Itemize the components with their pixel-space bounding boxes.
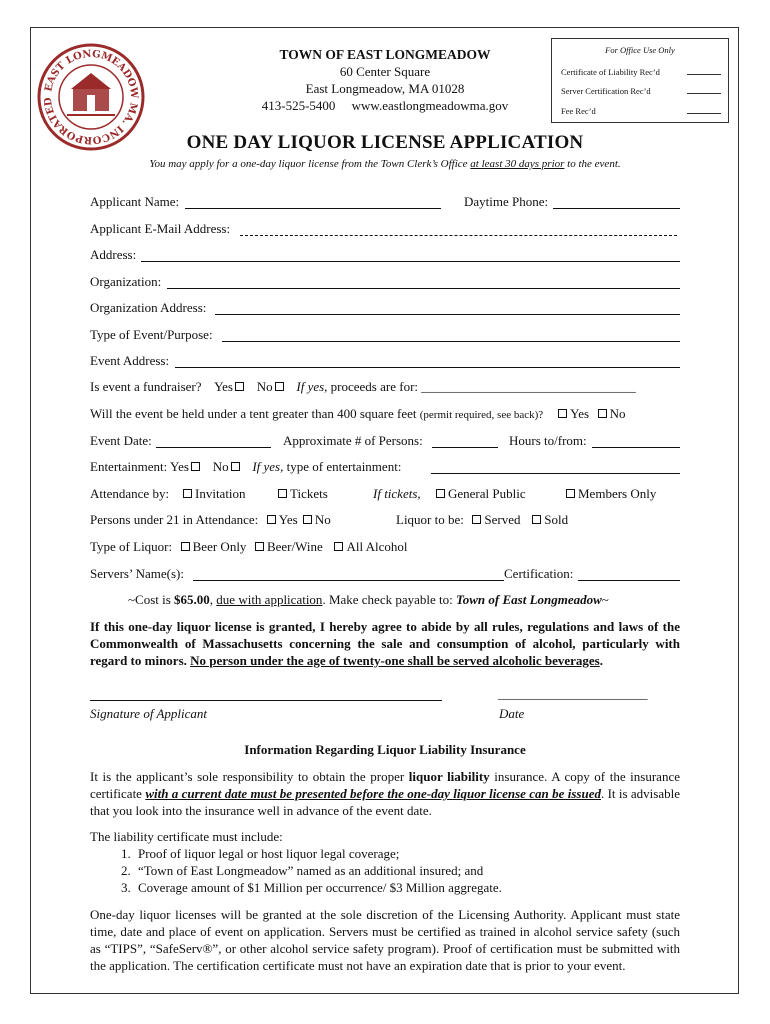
town-name: TOWN OF EAST LONGMEADOW xyxy=(279,47,491,62)
entertainment-row: Entertainment: Yes No If yes, type of entertainment: xyxy=(90,459,402,474)
tickets-checkbox[interactable] xyxy=(278,489,287,498)
liability-list xyxy=(90,845,680,896)
under-21-no-checkbox[interactable] xyxy=(303,515,312,524)
town-header xyxy=(200,46,570,114)
event-type-label: Type of Event/Purpose: xyxy=(90,327,213,342)
entertainment-type-field[interactable] xyxy=(431,473,680,474)
liability-list-block xyxy=(90,828,680,896)
date-label: Date xyxy=(499,706,525,721)
email-field[interactable] xyxy=(240,235,677,236)
served-checkbox[interactable] xyxy=(472,515,481,524)
all-alcohol-checkbox[interactable] xyxy=(334,542,343,551)
daytime-phone-field[interactable] xyxy=(553,208,680,209)
email-label: Applicant E-Mail Address: xyxy=(90,221,231,236)
licensing-paragraph: One-day liquor licenses will be granted at the sole discretion of the Licensing Authority. Applicant must state time, date and place of event on application. Servers must be certified as trained in alcohol service safety (such as “TIPS”, “SafeServ®”, or other alcohol service safety program). Proof of certification must be submitted with the application. The certification certificate must not have an expiration date that is prior to your event. xyxy=(90,907,680,973)
phone-website: 413-525-5400 www.eastlongmeadowma.gov xyxy=(261,98,509,113)
address-line-2: East Longmeadow, MA 01028 xyxy=(305,81,465,96)
cost-line: ~Cost is $65.00, due with application. Make check payable to: Town of East Longmeadow~ xyxy=(128,592,609,607)
applicant-name-label: Applicant Name: xyxy=(90,194,180,209)
address-label: Address: xyxy=(90,247,137,262)
attendance-label: Attendance by: xyxy=(90,486,170,501)
invitation-checkbox[interactable] xyxy=(183,489,192,498)
agreement-paragraph: If this one-day liquor license is granted, I hereby agree to abide by all rules, regulations and laws of the Commonwealth of Massachusetts concerning the sale and consumption of alcohol, particularly with regard to minors. No person under the age of twenty-one shall be served alcoholic beverages. xyxy=(90,619,680,668)
organization-label: Organization: xyxy=(90,274,162,289)
members-only-option: Members Only xyxy=(564,486,656,502)
list-item: 2. “Town of East Longmeadow” named as an additional insured; and xyxy=(134,862,680,879)
liquor-type-row: Type of Liquor: Beer Only Beer/Wine All Alcohol xyxy=(90,539,408,554)
tent-no-checkbox[interactable] xyxy=(598,409,607,418)
if-tickets-label: If tickets, xyxy=(373,486,421,501)
beer-wine-checkbox[interactable] xyxy=(255,542,264,551)
address-line-1: 60 Center Square xyxy=(339,64,431,79)
general-public-option: General Public xyxy=(434,486,526,502)
form-subtitle: You may apply for a one-day liquor license from the Town Clerk’s Office at least 30 days prior to the event. xyxy=(149,158,621,170)
proceeds-field[interactable]: _________________________________ xyxy=(421,379,636,394)
fundraiser-no-checkbox[interactable] xyxy=(275,382,284,391)
list-item: 1. Proof of liquor legal or host liquor legal coverage; xyxy=(134,845,680,862)
beer-only-checkbox[interactable] xyxy=(181,542,190,551)
organization-address-field[interactable] xyxy=(215,314,680,315)
general-public-checkbox[interactable] xyxy=(436,489,445,498)
address-field[interactable] xyxy=(141,261,680,262)
applicant-name-field[interactable] xyxy=(185,208,441,209)
hours-field[interactable] xyxy=(592,447,680,448)
event-type-field[interactable] xyxy=(222,341,680,342)
event-address-field[interactable] xyxy=(175,367,680,368)
certification-label: Certification: xyxy=(504,566,574,581)
seal-lettering: EAST LONGMEADOW MA. INCORPORATED xyxy=(42,48,140,146)
members-only-checkbox[interactable] xyxy=(566,489,575,498)
organization-address-label: Organization Address: xyxy=(90,300,207,315)
event-date-label: Event Date: xyxy=(90,433,152,448)
certification-field[interactable] xyxy=(578,580,680,581)
signature-label: Signature of Applicant xyxy=(90,706,207,721)
approx-persons-label: Approximate # of Persons: xyxy=(283,433,423,448)
office-use-box xyxy=(551,38,729,123)
liability-list-intro: The liability certificate must include: xyxy=(90,829,283,844)
approx-persons-field[interactable] xyxy=(432,447,498,448)
date-field[interactable]: _______________________ xyxy=(498,686,648,701)
tickets-option: Tickets xyxy=(276,486,328,502)
daytime-phone-label: Daytime Phone: xyxy=(464,194,549,209)
fundraiser-yes-checkbox[interactable] xyxy=(235,382,244,391)
sold-checkbox[interactable] xyxy=(532,515,541,524)
entertainment-yes-checkbox[interactable] xyxy=(191,462,200,471)
signature-field[interactable] xyxy=(90,700,442,701)
insurance-paragraph: It is the applicant’s sole responsibility to obtain the proper liquor liability insurance. A copy of the insurance certificate with a current date must be presented before the one-day liquor license can be issued. It is advisable that you look into the insurance well in advance of the event date. xyxy=(90,769,680,818)
office-row-certificate: Certificate of Liability Rec’d xyxy=(561,67,721,77)
office-row-server-cert: Server Certification Rec’d xyxy=(561,86,721,96)
fundraiser-row: Is event a fundraiser? Yes No If yes, proceeds are for: _________________________________ xyxy=(90,379,636,394)
form-title: ONE DAY LIQUOR LICENSE APPLICATION xyxy=(186,132,584,153)
tent-row: Will the event be held under a tent greater than 400 square feet (permit required, see back)? Yes No xyxy=(90,406,626,421)
list-item: 3. Coverage amount of $1 Million per occurrence/ $3 Million aggregate. xyxy=(134,879,680,896)
hours-label: Hours to/from: xyxy=(509,433,587,448)
under-21-yes-checkbox[interactable] xyxy=(267,515,276,524)
event-address-label: Event Address: xyxy=(90,353,170,368)
insurance-heading: Information Regarding Liquor Liability Insurance xyxy=(244,742,526,757)
tent-yes-checkbox[interactable] xyxy=(558,409,567,418)
liquor-to-be-row: Liquor to be: Served Sold xyxy=(396,512,569,527)
organization-field[interactable] xyxy=(167,288,680,289)
under-21-row: Persons under 21 in Attendance: Yes No xyxy=(90,512,331,527)
servers-names-field[interactable] xyxy=(193,580,504,581)
entertainment-no-checkbox[interactable] xyxy=(231,462,240,471)
servers-names-label: Servers’ Name(s): xyxy=(90,566,184,581)
event-date-field[interactable] xyxy=(156,447,271,448)
office-use-title: For Office Use Only xyxy=(605,45,675,55)
office-row-fee: Fee Rec’d xyxy=(561,106,721,116)
invitation-option: Invitation xyxy=(181,486,246,502)
